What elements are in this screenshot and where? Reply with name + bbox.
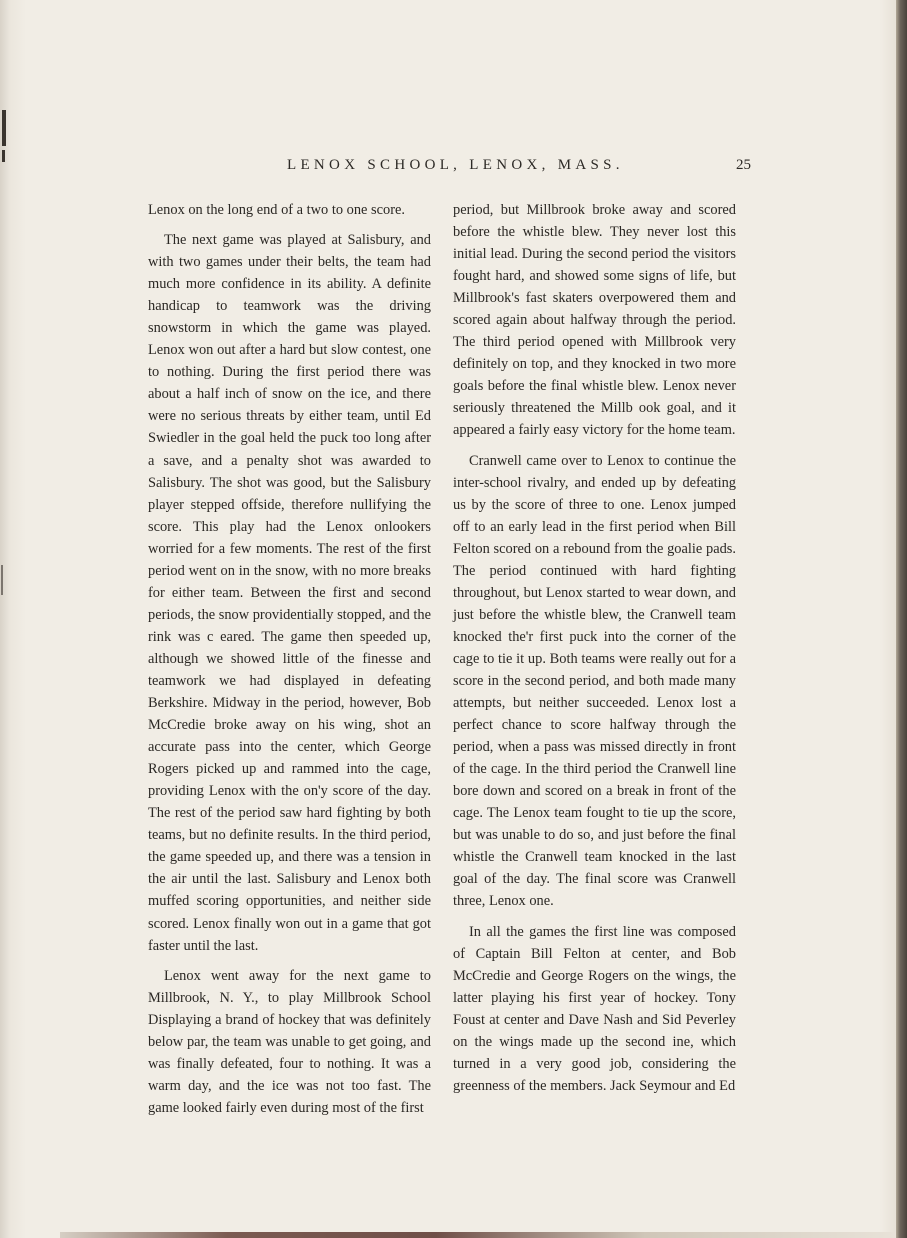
- running-head: LENOX SCHOOL, LENOX, MASS.: [287, 157, 624, 173]
- right-column: [453, 199, 736, 1105]
- page-bottom-edge: [60, 1232, 896, 1238]
- page-edge: [896, 0, 907, 1238]
- paragraph: period, but Millbrook broke away and scored before the whistle blew. They never lost this initial lead. During the second period the visitors fought hard, and showed some signs of life, but Millbrook's fast skaters overpowered them and scored again about halfway through the period. The third period opened with Millbrook very definitely on top, and they knocked in two more goals before the final whistle blew. Lenox never seriously threatened the Millb ook goal, and it appeared a fairly easy victory for the home team.: [453, 202, 736, 439]
- paragraph: The next game was played at Salisbury, and with two games under their belts, the team had much more confidence in its ability. A definite handicap to teamwork was the driving snowstorm in which the game was played. Lenox won out after a hard but slow contest, one to nothing. During the first period there was about a half inch of snow on the ice, and there were no serious threats by either team, until Ed Swiedler in the goal held the puck too long after a save, and a penalty shot was awarded to Salisbury. The shot was good, but the Salisbury player stepped offside, therefore nullifying the score. This play had the Lenox onlookers worried for a few moments. The rest of the first period went on in the snow, with no more breaks for either team. Between the first and second periods, the snow providentially stopped, and the rink was c eared. The game then speeded up, although we showed little of the finesse and teamwork we had displayed in defeating Berkshire. Midway in the period, however, Bob McCredie broke away on his wing, shot an accurate pass into the center, which George Rogers picked up and rammed into the cage, providing Lenox with the on'y score of the day. The rest of the period saw hard fighting by both teams, but no definite results. In the third period, the game speeded up, and there was a tension in the air until the last. Salisbury and Lenox both muffed scoring opportunities, and neither side scored. Lenox finally won out in a game that got faster until the last.: [148, 232, 431, 954]
- binding-mark: [1, 565, 3, 595]
- page-header: [0, 157, 896, 187]
- paragraph: Lenox on the long end of a two to one score.: [148, 202, 405, 218]
- binding-mark: [2, 110, 6, 146]
- paragraph: In all the games the first line was composed of Captain Bill Felton at center, and Bob McCredie and George Rogers on the wings, the latter playing his first year of hockey. Tony Foust at center and Dave Nash and Sid Peverley on the wings made up the second ine, which turned in a very good job, considering the greenness of the members. Jack Seymour and Ed: [453, 923, 736, 1094]
- left-column: [148, 199, 431, 1127]
- paragraph: Lenox went away for the next game to Millbrook, N. Y., to play Millbrook School Displaying a brand of hockey that was definitely below par, the team was unable to get going, and was finally defeated, four to nothing. It was a warm day, and the ice was not too fast. The game looked fairly even during most of the first: [148, 967, 431, 1116]
- page-number: 25: [736, 157, 751, 173]
- paragraph: Cranwell came over to Lenox to continue the inter-school rivalry, and ended up by defeating us by the score of three to one. Lenox jumped off to an early lead in the first period when Bill Felton scored on a rebound from the goalie pads. The period continued with hard fighting throughout, but Lenox started to wear down, and just before the whistle blew, the Cranwell team knocked the'r first puck into the corner of the cage to tie it up. Both teams were really out for a score in the second period, and both made many attempts, but neither succeeded. Lenox lost a perfect chance to score halfway through the period, when a pass was missed directly in front of the cage. In the third period the Cranwell line bore down and scored on a break in front of the cage. The Lenox team fought to tie up the score, but was unable to do so, and just before the final whistle the Cranwell team knocked in the last goal of the day. The final score was Cranwell three, Lenox one.: [453, 452, 736, 910]
